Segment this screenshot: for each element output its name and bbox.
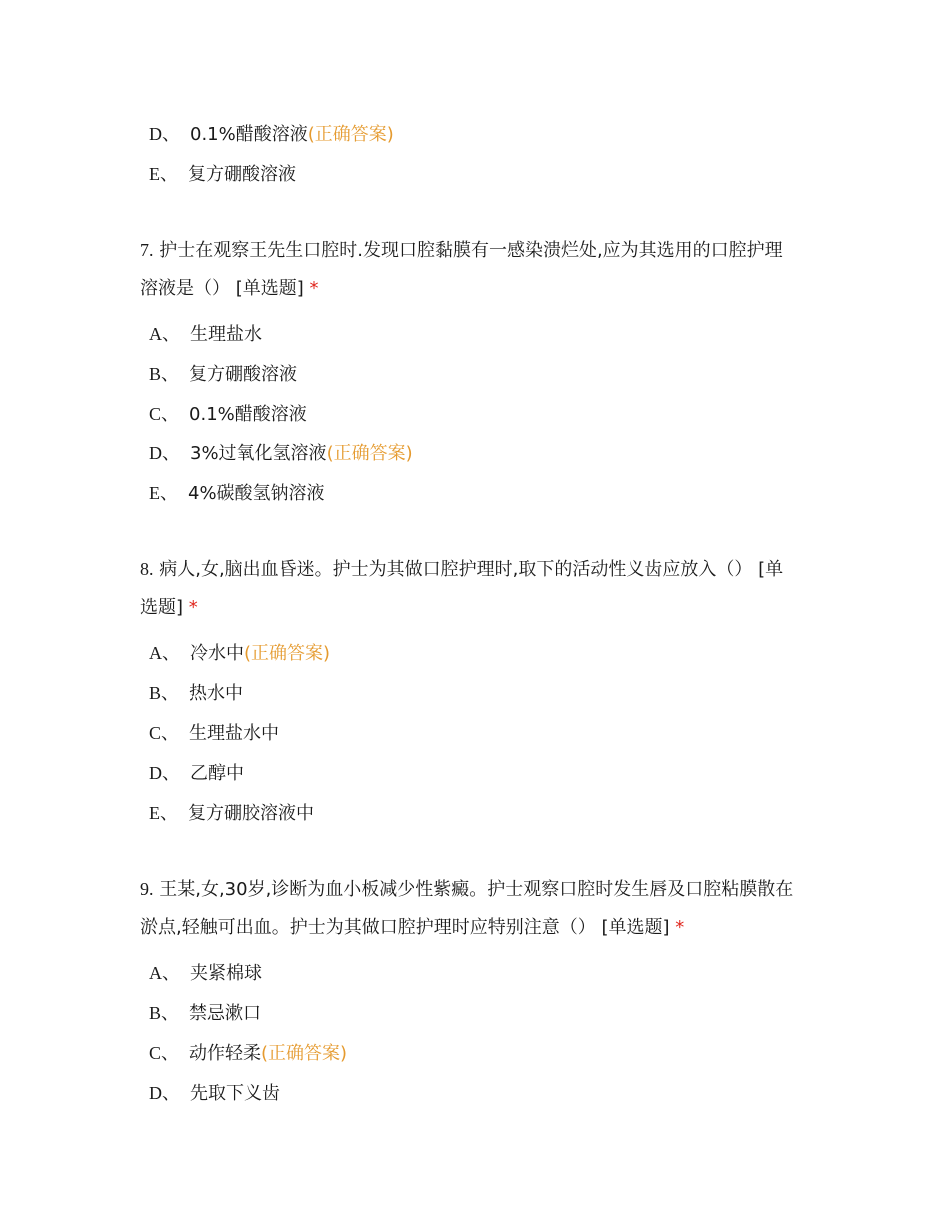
- option-separator: 、: [162, 324, 180, 345]
- option-letter: A: [149, 643, 162, 663]
- option-separator: 、: [161, 404, 180, 425]
- option-letter: E: [149, 164, 160, 184]
- option-separator: 、: [161, 723, 180, 744]
- option-text: 复方硼酸溶液: [188, 164, 296, 185]
- option-text: 动作轻柔: [189, 1043, 262, 1064]
- question-line-1: [140, 231, 820, 270]
- option-text: 先取下义齿: [190, 1083, 280, 1104]
- required-star: *: [675, 917, 685, 938]
- question-line-2: [140, 270, 820, 308]
- option-separator: 、: [162, 124, 180, 145]
- option-letter: E: [149, 483, 160, 503]
- option-text: 复方硼胶溶液中: [188, 803, 314, 824]
- option-letter: D: [149, 1083, 162, 1103]
- question-line-2: [140, 909, 820, 947]
- option-text: 0.1%醋酸溶液: [189, 404, 307, 425]
- question-text: 病人,女,脑出血昏迷。护士为其做口腔护理时,取下的活动性义齿应放入（） [单: [159, 559, 784, 580]
- option-letter: A: [149, 963, 162, 983]
- option-text: 3%过氧化氢溶液: [190, 443, 327, 464]
- option-separator: 、: [160, 803, 178, 824]
- option-text: 生理盐水中: [189, 723, 280, 744]
- option-e: [149, 801, 314, 826]
- option-separator: 、: [160, 483, 178, 504]
- option-letter: D: [149, 443, 162, 463]
- option-letter: C: [149, 1043, 162, 1063]
- question-number: 7.: [140, 240, 154, 260]
- option-separator: 、: [161, 364, 180, 385]
- option-text: 生理盐水: [190, 324, 262, 345]
- option-separator: 、: [160, 164, 178, 185]
- option-separator: 、: [162, 643, 180, 664]
- option-text: 热水中: [189, 683, 244, 704]
- option-b: [149, 362, 297, 387]
- option-e: [149, 162, 296, 187]
- option-letter: B: [149, 364, 162, 384]
- correct-answer-marker: (正确答案): [261, 1043, 348, 1064]
- question-line-1: [140, 550, 820, 589]
- question-9: [140, 870, 820, 947]
- question-text-cont: 淤点,轻触可出血。护士为其做口腔护理时应特别注意（） [单选题]: [140, 917, 676, 938]
- option-text: 乙醇中: [190, 763, 244, 784]
- correct-answer-marker: (正确答案): [326, 443, 413, 464]
- option-text: 夹紧棉球: [190, 963, 262, 984]
- required-star: *: [188, 597, 198, 618]
- option-text: 复方硼酸溶液: [189, 364, 298, 385]
- question-text-cont: 选题]: [140, 597, 189, 618]
- option-separator: 、: [161, 1043, 180, 1064]
- option-separator: 、: [161, 683, 180, 704]
- correct-answer-marker: (正确答案): [244, 643, 331, 664]
- option-c: [149, 1041, 347, 1066]
- option-e: [149, 481, 325, 506]
- question-text: 护士在观察王先生口腔时.发现口腔黏膜有一感染溃烂处,应为其选用的口腔护理: [159, 240, 783, 261]
- option-letter: C: [149, 404, 162, 424]
- question-line-1: [140, 870, 820, 909]
- option-letter: B: [149, 683, 162, 703]
- option-b: [149, 1001, 261, 1026]
- option-letter: C: [149, 723, 162, 743]
- question-line-2: [140, 589, 820, 627]
- option-c: [149, 402, 307, 427]
- option-text: 4%碳酸氢钠溶液: [188, 483, 325, 504]
- option-letter: A: [149, 324, 162, 344]
- option-a: [149, 641, 330, 666]
- option-text: 禁忌漱口: [189, 1003, 262, 1024]
- correct-answer-marker: (正确答案): [307, 124, 394, 145]
- option-letter: B: [149, 1003, 162, 1023]
- question-number: 9.: [140, 879, 154, 899]
- option-d: [149, 441, 413, 466]
- question-number: 8.: [140, 559, 154, 579]
- option-d: [149, 1081, 280, 1106]
- option-letter: E: [149, 803, 160, 823]
- question-7: [140, 231, 820, 308]
- option-a: [149, 322, 262, 347]
- option-text: 冷水中: [190, 643, 244, 664]
- required-star: *: [309, 278, 319, 299]
- option-separator: 、: [162, 963, 180, 984]
- option-c: [149, 721, 279, 746]
- option-d: [149, 761, 244, 786]
- option-separator: 、: [162, 763, 180, 784]
- option-letter: D: [149, 124, 162, 144]
- option-text: 0.1%醋酸溶液: [190, 124, 308, 145]
- option-d: [149, 122, 394, 147]
- option-separator: 、: [162, 443, 180, 464]
- option-a: [149, 961, 262, 986]
- question-text: 王某,女,30岁,诊断为血小板减少性紫癜。护士观察口腔时发生唇及口腔粘膜散在: [159, 879, 794, 900]
- option-separator: 、: [161, 1003, 180, 1024]
- option-b: [149, 681, 243, 706]
- question-8: [140, 550, 820, 627]
- option-letter: D: [149, 763, 162, 783]
- option-separator: 、: [162, 1083, 180, 1104]
- question-text-cont: 溶液是（） [单选题]: [140, 278, 310, 299]
